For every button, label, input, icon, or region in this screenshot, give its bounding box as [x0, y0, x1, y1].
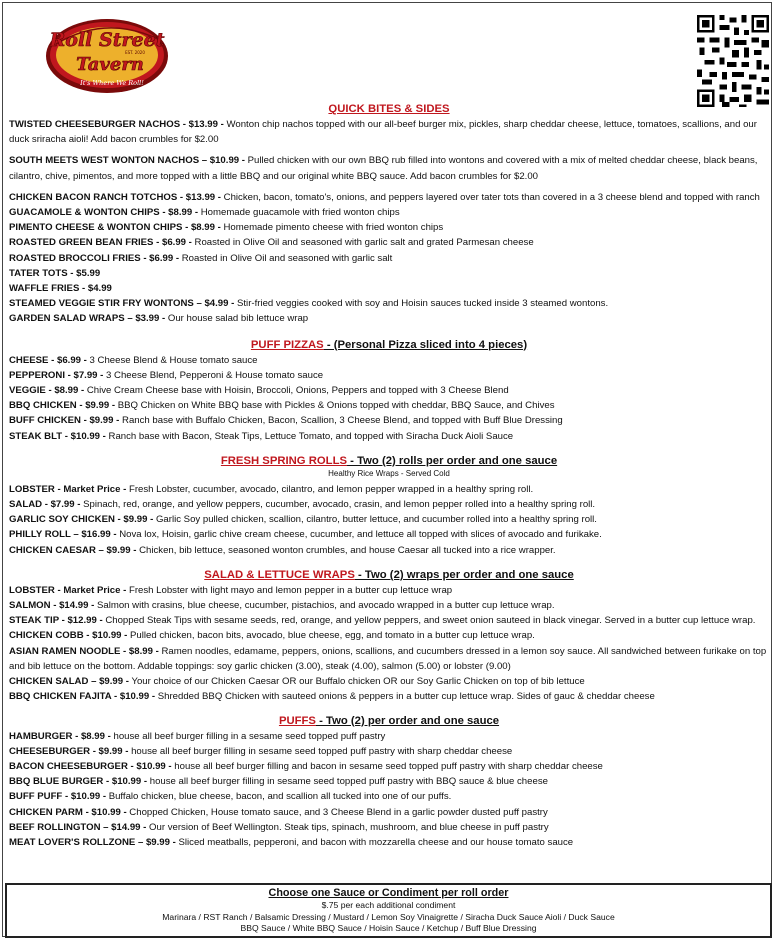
section-heading: [9, 453, 769, 469]
menu-item: [9, 368, 769, 383]
menu-item-description: Shredded BBQ Chicken with sauteed onions & peppers in a butter cup lettuce wrap. Sides of gauc & cheddar cheese: [155, 691, 655, 703]
menu-item: [9, 805, 769, 820]
section-title: PUFFS: [278, 714, 316, 727]
logo-line2: Tavern: [76, 54, 144, 75]
menu-item-name: SOUTH MEETS WEST WONTON NACHOS – $10.99 -: [9, 155, 245, 167]
menu-item-name: STEAMED VEGGIE STIR FRY WONTONS – $4.99 -: [9, 298, 235, 310]
menu-item: [9, 398, 769, 413]
section-subtitle: - (Personal Pizza sliced into 4 pieces): [323, 338, 528, 351]
menu-item: [9, 512, 769, 527]
menu-item-description: Chicken, bacon, tomato's, onions, and peppers layered over tater tots than covered in a 3 cheese blend and topped with ranch: [220, 191, 760, 203]
menu-item-name: GUACAMOLE & WONTON CHIPS - $8.99 -: [9, 207, 199, 219]
menu-item-name: WAFFLE FRIES - $4.99: [9, 283, 112, 295]
menu-item-name: BBQ CHICKEN - $9.99 -: [9, 400, 116, 412]
menu-item-name: VEGGIE - $8.99 -: [9, 385, 85, 397]
menu-item-name: CHICKEN CAESAR – $9.99 -: [9, 544, 137, 556]
menu-item-name: GARLIC SOY CHICKEN - $9.99 -: [9, 514, 154, 526]
section-note: Healthy Rice Wraps - Served Cold: [328, 468, 450, 478]
menu-item: [9, 729, 769, 744]
section-heading: [9, 101, 769, 117]
menu-item-name: GARDEN SALAD WRAPS – $3.99 -: [9, 313, 166, 325]
menu-item-name: CHICKEN COBB - $10.99 -: [9, 630, 128, 642]
menu-item: [9, 413, 769, 428]
menu-item-name: STEAK TIP - $12.99 -: [9, 615, 103, 627]
menu-item-description: 3 Cheese Blend, Pepperoni & House tomato sauce: [103, 369, 324, 381]
menu-item: [9, 583, 769, 598]
menu-item-description: Fresh Lobster with light mayo and lemon pepper in a butter cup lettuce wrap: [126, 584, 453, 596]
menu-item: [9, 689, 769, 704]
menu-item-name: BUFF CHICKEN - $9.99 -: [9, 415, 120, 427]
menu-item-description: Chicken, bib lettuce, seasoned wonton crumbles, and house Caesar all tucked into a rice wrapper.: [136, 544, 556, 556]
menu-item-description: Chopped Steak Tips with sesame seeds, red, orange, and yellow peppers, and sweet onion sauteed in black vinegar. Served in a butter cup lettuce wrap.: [102, 615, 756, 627]
menu-item-name: ROASTED BROCCOLI FRIES - $6.99 -: [9, 252, 180, 264]
menu-item-name: PHILLY ROLL – $16.99 -: [9, 529, 117, 541]
menu-item-name: CHEESE - $6.99 -: [9, 354, 87, 366]
menu-item-description: 3 Cheese Blend & House tomato sauce: [86, 354, 258, 366]
menu-item-name: PEPPERONI - $7.99 -: [9, 369, 104, 381]
menu-item: [9, 266, 769, 281]
menu-item-name: BUFF PUFF - $10.99 -: [9, 791, 107, 803]
menu-item: [9, 296, 769, 311]
menu-item: [9, 429, 769, 444]
menu-item-name: LOBSTER - Market Price -: [9, 584, 127, 596]
menu-item: [9, 281, 769, 296]
menu-item: [9, 527, 769, 542]
menu-item-name: CHICKEN SALAD – $9.99 -: [9, 676, 129, 688]
sauce-box: [5, 883, 772, 938]
menu-item-description: Pulled chicken, bacon bits, avocado, blue cheese, egg, and tomato in a butter cup lettuce wrap.: [127, 630, 535, 642]
menu-item: [9, 613, 769, 628]
menu-item-name: SALAD - $7.99 -: [9, 499, 81, 511]
menu-item-description: Buffalo chicken, blue cheese, bacon, and scallion all tucked into one of our puffs.: [106, 791, 452, 803]
menu-item: [9, 205, 769, 220]
menu-item: [9, 759, 769, 774]
menu-item-name: SALMON - $14.99 -: [9, 600, 95, 612]
menu-item-name: BEEF ROLLINGTON – $14.99 -: [9, 821, 147, 833]
menu-item-name: STEAK BLT - $10.99 -: [9, 430, 106, 442]
menu-item-name: CHICKEN PARM - $10.99 -: [9, 806, 127, 818]
menu-item: [9, 820, 769, 835]
sauce-price: $.75 per each additional condiment: [321, 900, 456, 910]
menu-item-name: HAMBURGER - $8.99 -: [9, 730, 111, 742]
menu-item-name: BBQ BLUE BURGER - $10.99 -: [9, 776, 148, 788]
menu-item-name: TATER TOTS - $5.99: [9, 267, 101, 279]
menu-item-description: house all beef burger filling in sesame seed topped puff pastry with sharp cheddar cheese: [128, 745, 513, 757]
menu-item-description: Your choice of our Chicken Caesar OR our Buffalo chicken OR our Soy Garlic Chicken on top of bib lettuce: [128, 676, 585, 688]
menu-item: [9, 153, 769, 183]
menu-item: [9, 117, 769, 147]
menu-item-description: Homemade pimento cheese with fried wonton chips: [220, 222, 444, 234]
section-title: SALAD & LETTUCE WRAPS: [204, 568, 355, 581]
menu-item-name: LOBSTER - Market Price -: [9, 483, 127, 495]
menu-item: [9, 482, 769, 497]
menu-item-description: Stir-fried veggies cooked with soy and Hoisin sauces tucked inside 3 steamed wontons.: [234, 298, 609, 310]
menu-item: [9, 789, 769, 804]
menu-item: [9, 383, 769, 398]
menu-item: [9, 674, 769, 689]
roll-street-tavern-logo: [44, 10, 170, 102]
section-heading: [9, 337, 769, 353]
menu-item-description: Nova lox, Hoisin, garlic chive cream cheese, cucumber, and lettuce all topped with slices of avocado and furikake.: [116, 529, 602, 541]
menu-item: [9, 835, 769, 850]
menu-item-description: Our house salad bib lettuce wrap: [165, 313, 309, 325]
section-subtitle: - Two (2) rolls per order and one sauce: [347, 454, 558, 467]
section-title: FRESH SPRING ROLLS: [220, 454, 348, 467]
menu-item-name: MEAT LOVER'S ROLLZONE – $9.99 -: [9, 836, 176, 848]
menu-item: [9, 598, 769, 613]
section-title: PUFF PIZZAS: [250, 338, 324, 351]
menu-item-description: Ranch base with Buffalo Chicken, Bacon, Scallion, 3 Cheese Blend, and topped with Buff Blue Dressing: [119, 415, 563, 427]
menu-item-description: Homemade guacamole with fried wonton chips: [198, 207, 400, 219]
menu-item-name: PIMENTO CHEESE & WONTON CHIPS - $8.99 -: [9, 222, 221, 234]
menu-item-description: house all beef burger filling and bacon in sesame seed topped puff pastry with sharp cheddar cheese: [171, 760, 603, 772]
menu-item: [9, 311, 769, 326]
menu-item: [9, 220, 769, 235]
logo-line1: Roll Street: [49, 29, 165, 51]
menu-item-description: Our version of Beef Wellington. Steak tips, spinach, mushroom, and blue cheese in puff pastry: [146, 821, 549, 833]
menu-item-description: Salmon with crasins, blue cheese, cucumber, pistachios, and avocado wrapped in a butter cup lettuce wrap.: [94, 600, 555, 612]
menu-item-name: CHICKEN BACON RANCH TOTCHOS - $13.99 -: [9, 191, 221, 203]
menu-item: [9, 497, 769, 512]
section-subtitle: - Two (2) per order and one sauce: [315, 714, 500, 727]
menu-item: [9, 744, 769, 759]
menu-item-description: Garlic Soy pulled chicken, scallion, cilantro, butter lettuce, and cucumber rolled into a healthy spring roll.: [153, 514, 597, 526]
menu-item-name: TWISTED CHEESEBURGER NACHOS - $13.99 -: [9, 119, 224, 130]
menu-item: [9, 644, 769, 674]
menu-item: [9, 774, 769, 789]
sauce-list-line1: Marinara / RST Ranch / Balsamic Dressing / Mustard / Lemon Soy Vinaigrette / Siracha Duck Sauce Aioli / Duck Sauce: [162, 911, 615, 922]
menu-item-description: Wonton chip nachos topped with our all-beef burger mix, pickles, sharp cheddar cheese, lettuce, tomatoes, scallions, and our duck sriracha aioli! Add bacon crumbles for $2.00: [9, 119, 757, 146]
qr-code-icon: [697, 15, 769, 107]
section-heading: [9, 713, 769, 729]
menu-item-name: ROASTED GREEN BEAN FRIES - $6.99 -: [9, 237, 192, 249]
menu-item-name: BACON CHEESEBURGER - $10.99 -: [9, 760, 172, 772]
section-subtitle: - Two (2) wraps per order and one sauce: [354, 568, 574, 581]
menu-item: [9, 353, 769, 368]
menu-item-description: Chopped Chicken, House tomato sauce, and 3 Cheese Blend in a garlic powder dusted puff pastry: [126, 806, 548, 818]
menu-item-description: Ramen noodles, edamame, peppers, onions, scallions, and cucumbers dressed in a lemon soy sauce. All sandwiched between furikake on top and bib lettuce on the bottom. Addable toppings: soy garlic chicken (3.00), steak (4.00), salmon (5.00) or lobster (9.00): [9, 645, 767, 672]
menu-item-name: ASIAN RAMEN NOODLE - $8.99 -: [9, 645, 159, 657]
section-heading: [9, 567, 769, 583]
menu-item-description: Roasted in Olive Oil and seasoned with garlic salt and grated Parmesan cheese: [191, 237, 534, 249]
menu-item-name: CHEESEBURGER - $9.99 -: [9, 745, 129, 757]
menu-item-description: house all beef burger filling in a sesame seed topped puff pastry: [110, 730, 386, 742]
section-title: QUICK BITES & SIDES: [328, 103, 450, 115]
menu-item-name: BBQ CHICKEN FAJITA - $10.99 -: [9, 691, 156, 703]
menu-item-description: Ranch base with Bacon, Steak Tips, Lettuce Tomato, and topped with Siracha Duck Aioli Sauce: [105, 430, 514, 442]
menu-item-description: Roasted in Olive Oil and seasoned with garlic salt: [179, 252, 393, 264]
menu-item-description: Pulled chicken with our own BBQ rub filled into wontons and covered with a mix of melted cheddar cheese, black beans, cilantro, chive, pimentos, and more topped with a little BBQ and our original white BBQ sauce. Add bacon crumbles for $2.00: [9, 155, 758, 182]
menu-item-description: Fresh Lobster, cucumber, avocado, cilantro, and lemon pepper wrapped in a healthy spring roll.: [126, 483, 534, 495]
menu-item: [9, 190, 769, 205]
menu-item: [9, 251, 769, 266]
menu-content: [9, 95, 769, 850]
logo-tagline: It's Where We Roll!: [80, 79, 144, 87]
menu-item: [9, 235, 769, 250]
menu-item-description: Spinach, red, orange, and yellow peppers, cucumber, avocado, crasin, and lemon pepper rolled into a healthy spring roll.: [80, 499, 596, 511]
menu-item: [9, 628, 769, 643]
sauce-list-line2: BBQ Sauce / White BBQ Sauce / Hoisin Sauce / Ketchup / Buff Blue Dressing: [240, 923, 537, 933]
logo-est: EST. 2020: [125, 50, 145, 55]
menu-item: [9, 543, 769, 558]
sauce-title: Choose one Sauce or Condiment per roll order: [268, 887, 509, 899]
menu-item-description: house all beef burger filling in sesame seed topped puff pastry with BBQ sauce & blue cheese: [147, 776, 548, 788]
menu-item-description: BBQ Chicken on White BBQ base with Pickles & Onions topped with cheddar, BBQ Sauce, and Chives: [115, 400, 555, 412]
menu-item-description: Chive Cream Cheese base with Hoisin, Broccoli, Onions, Peppers and topped with 3 Cheese Blend: [84, 385, 509, 397]
menu-item-description: Sliced meatballs, pepperoni, and bacon with mozzarella cheese and our house tomato sauce: [175, 836, 574, 848]
